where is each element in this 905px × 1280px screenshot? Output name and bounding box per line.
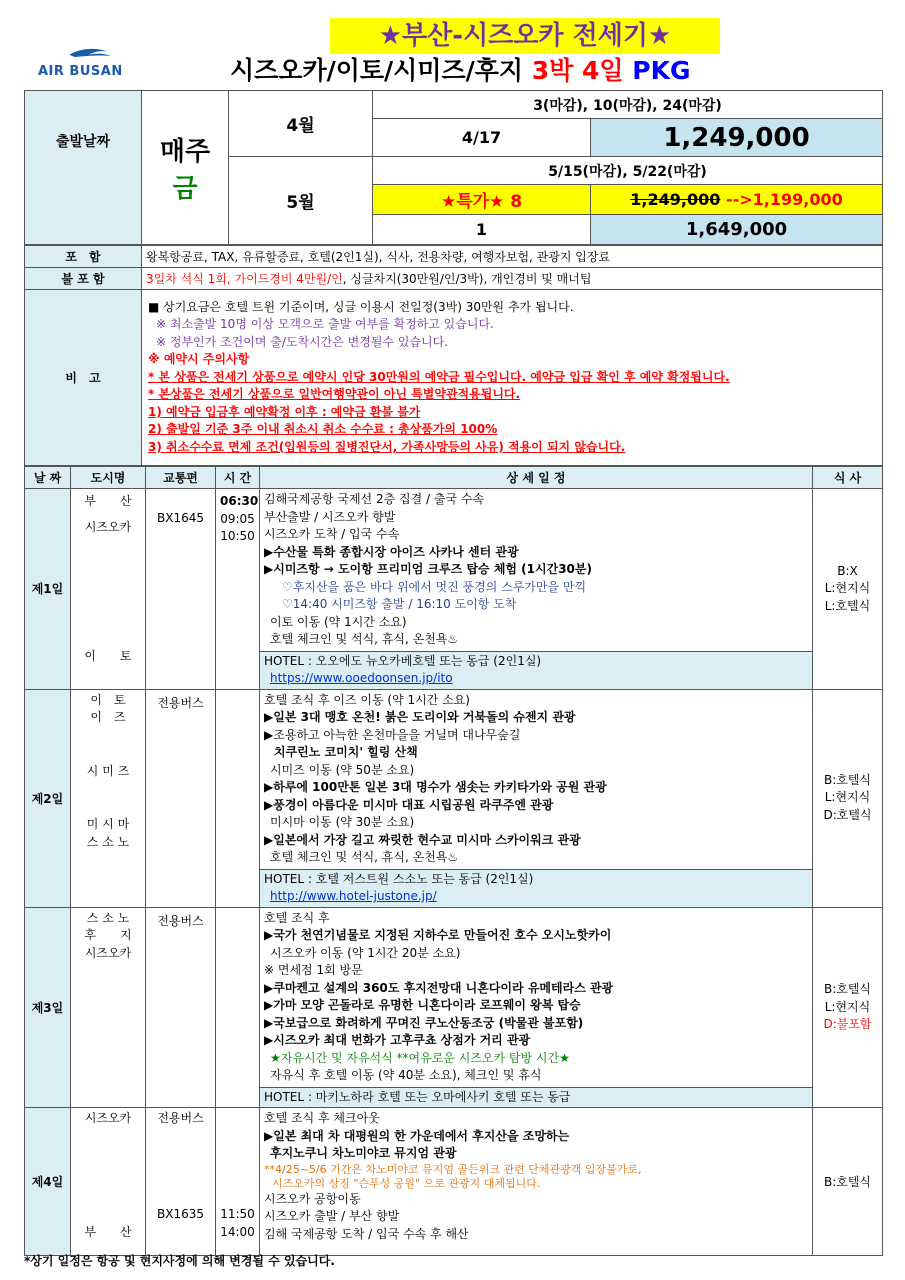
hotel-link[interactable]: https://www.ooedoonsen.jp/ito <box>270 671 453 685</box>
day-transport: BX1645 <box>146 489 216 690</box>
day-transport: 전용버스 <box>146 689 216 907</box>
logo-text: AIR BUSAN <box>38 64 123 79</box>
col-detail: 상 세 일 정 <box>260 467 813 489</box>
page-title: 시즈오카/이토/시미즈/후지 3박 4일 PKG <box>230 56 691 85</box>
day-meals: B:X L:현지식 L:호텔식 <box>813 489 883 690</box>
special-label: ★특가★ 8 <box>373 185 591 215</box>
day-transport: 전용버스 <box>146 907 216 1108</box>
day-meals: B:호텔식 <box>813 1108 883 1256</box>
table-row <box>25 489 883 690</box>
remarks-text: ■ 상기요금은 호텔 트윈 기준이며, 싱글 이용시 전일정(3박) 30만원 추가 됩니다. ※ 최소출발 10명 이상 모객으로 출발 여부를 확정하고 있습니다. ※ 정부인가 조건이며 출/도착시간은 변경될수 있습니다. ※ 예약시 주의사항 * 본 상품은 전세기 상품으로 예약시 인당 30만원의 예약금 필수입니다. 예약금 입금 확인 후 예약 확정됩니다. * 본상품은 전세기 상품으로 일반여행약관이 아닌 특별약관적용됩니다. 1) 예약금 입금후 예약확정 이후 : 예약금 환불 불가 2) 출발일 기준 3주 이내 취소시 취소 수수료 : 총상품가의 100% 3) 취소수수료 면제 조건(입원등의 질병진단서, 가족사망등의 사유) 적용이 되지 않습니다. <box>142 290 883 466</box>
day-details: 호텔 조식 후 ▶국가 천연기념물로 지정된 지하수로 만들어진 호수 오시노핫카이 시즈오카 이동 (약 1시간 20분 소요) ※ 면세점 1회 방문 ▶쿠마켄고 설계의 360도 후지전망대 니혼다이라 유메테라스 관광 ▶가마 모양 곤돌라로 유명한 니혼다이라 로프웨이 왕복 탑승 ▶국보급으로 화려하게 꾸며진 쿠노산동조궁 (박물관 불포함) ▶시즈오카 최대 번화가 고후쿠쵸 상점가 거리 관광 ★자유시간 및 자유석식 **여유로운 시즈오카 탐방 시간★ 자유식 후 호텔 이동 (약 40분 소요), 체크인 및 휴식 HOTEL : 마키노하라 호텔 또는 오마에사키 호텔 또는 동급 <box>260 907 813 1108</box>
info-table <box>24 245 883 466</box>
day-times: 06:30 09:05 10:50 <box>216 489 260 690</box>
exclude-label: 불 포 함 <box>25 268 142 290</box>
april-closed: 3(마감), 10(마감), 24(마감) <box>373 91 883 119</box>
april-price: 1,249,000 <box>591 119 883 157</box>
day-cities: 이 토 이 즈 시 미 즈 미 시 마 스 소 노 <box>71 689 146 907</box>
day-cities: 부 산 시즈오카 이 토 <box>71 489 146 690</box>
title-banner: ★부산-시즈오카 전세기★ <box>330 18 720 54</box>
departure-table <box>24 90 883 245</box>
special-price: 1,249,000 -->1,199,000 <box>591 185 883 215</box>
day-times: 11:50 14:00 <box>216 1108 260 1256</box>
col-meal: 식 사 <box>813 467 883 489</box>
may-price: 1,649,000 <box>591 215 883 245</box>
day-details: 호텔 조식 후 체크아웃 ▶일본 최대 차 대평원의 한 가운데에서 후지산을 조망하는 후지노쿠니 차노미야코 뮤지엄 관광 **4/25~5/6 기간은 차노미야코 뮤지엄 골든위크 관련 단체관광객 입장불가로, 시즈오카의 상징 "슨푸성 공원" 으로 관광지 대체됩니다. 시즈오카 공항이동 시즈오카 출발 / 부산 향발 김해 국제공항 도착 / 입국 수속 후 해산 <box>260 1108 813 1256</box>
day-label: 제2일 <box>25 689 71 907</box>
april-date: 4/17 <box>373 119 591 157</box>
exclude-text: 3일차 석식 1회, 가이드경비 4만원/인, 싱글차지(30만원/인/3박), 개인경비 및 매너팁 <box>142 268 883 290</box>
day-label: 제4일 <box>25 1108 71 1256</box>
col-time: 시 간 <box>216 467 260 489</box>
itinerary-table <box>24 466 883 1256</box>
table-row <box>25 689 883 907</box>
col-transport: 교통편 <box>146 467 216 489</box>
day-label: 제3일 <box>25 907 71 1108</box>
table-row <box>25 1108 883 1256</box>
col-city: 도시명 <box>71 467 146 489</box>
day-meals: B:호텔식 L:현지식 D:호텔식 <box>813 689 883 907</box>
day-meals: B:호텔식 L:현지식 D:불포함 <box>813 907 883 1108</box>
itinerary-header-row <box>25 467 883 489</box>
may-date: 1 <box>373 215 591 245</box>
may-closed: 5/15(마감), 5/22(마감) <box>373 157 883 185</box>
hotel-link[interactable]: http://www.hotel-justone.jp/ <box>270 889 437 903</box>
day-transport: 전용버스 BX1635 <box>146 1108 216 1256</box>
day-cities: 스 소 노 후 지 시즈오카 <box>71 907 146 1108</box>
departure-label: 출발날짜 <box>25 91 142 245</box>
april-label: 4월 <box>229 91 373 157</box>
day-details: 김해국제공항 국제선 2층 집결 / 출국 수속 부산출발 / 시즈오카 향발 시즈오카 도착 / 입국 수속 ▶수산물 특화 종합시장 아이즈 사카나 센터 관광 ▶시미즈항 → 도이항 프리미엄 크루즈 탑승 체험 (1시간30분) ♡후지산을 품은 바다 위에서 멋진 풍경의 스루가만을 만끽 ♡14:40 시미즈항 출발 / 16:10 도이항 도착 이토 이동 (약 1시간 소요) 호텔 체크인 및 석식, 휴식, 온천욕♨ HOTEL : 오오에도 뉴오카베호텔 또는 동급 (2인1실) https://www.ooedoonsen.jp/ito <box>260 489 813 690</box>
table-row <box>25 907 883 1108</box>
col-day: 날 짜 <box>25 467 71 489</box>
may-label: 5월 <box>229 157 373 245</box>
weekly-cell: 매주 금 <box>142 91 229 245</box>
day-details: 호텔 조식 후 이즈 이동 (약 1시간 소요) ▶일본 3대 맹호 온천! 붉은 도리이와 거북돌의 슈젠지 관광 ▶조용하고 아늑한 온천마을을 거닐며 대나무숲길 치쿠린노 코미치' 힐링 산책 시미즈 이동 (약 50분 소요) ▶하루에 100만톤 일본 3대 명수가 샘솟는 카키타가와 공원 관광 ▶풍경이 아름다운 미시마 대표 시립공원 라쿠주엔 관광 미시마 이동 (약 30분 소요) ▶일본에서 가장 길고 짜릿한 현수교 미시마 스카이워크 관광 호텔 체크인 및 석식, 휴식, 온천욕♨ HOTEL : 호텔 저스트원 스소노 또는 동급 (2인1실) http://www.hotel-justone.jp/ <box>260 689 813 907</box>
day-label: 제1일 <box>25 489 71 690</box>
remarks-label: 비 고 <box>25 290 142 466</box>
footnote: *상기 일정은 항공 및 현지사정에 의해 변경될 수 있습니다. <box>24 1254 335 1268</box>
include-text: 왕복항공료, TAX, 유류할증료, 호텔(2인1실), 식사, 전용차량, 여행자보험, 관광지 입장료 <box>142 246 883 268</box>
day-cities: 시즈오카 부 산 <box>71 1108 146 1256</box>
include-label: 포 함 <box>25 246 142 268</box>
